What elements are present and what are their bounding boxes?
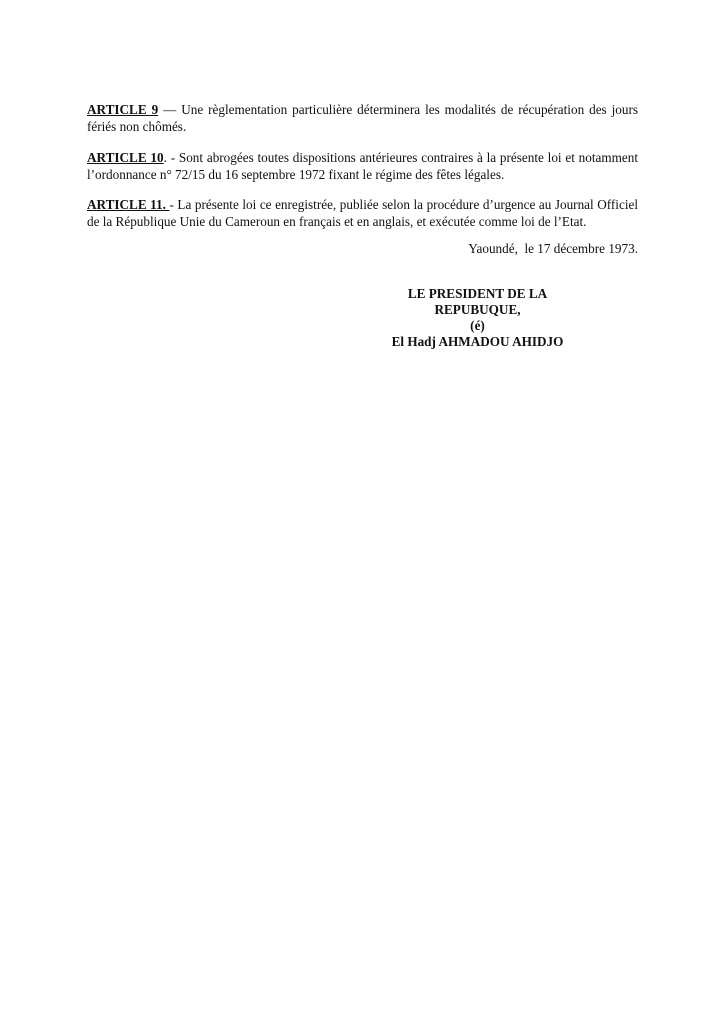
article-11-label: ARTICLE 11. [87,197,170,212]
article-10-text: . - Sont abrogées toutes dispositions antérieures contraires à la présente loi et notamment l’ordonnance n° 72/15 du 16 septembre 1972 fixant le régime des fêtes légales. [87,150,638,182]
date-line: Yaoundé, le 17 décembre 1973. [468,241,638,256]
article-10 [87,149,638,183]
article-9 [87,101,638,135]
signature-title: LE PRESIDENT DE LA REPUBUQUE, [407,286,548,317]
article-9-label: ARTICLE 9 [87,102,159,117]
article-11 [87,196,638,230]
article-9-text: — Une règlementation particulière déterminera les modalités de récupération des jours fériés non chômés. [87,102,638,134]
signature-block [370,286,585,350]
signature-mark: (é) [470,318,485,333]
signature-name: El Hadj AHMADOU AHIDJO [391,334,564,349]
article-10-label: ARTICLE 10 [87,150,164,165]
article-11-text: - La présente loi ce enregistrée, publiée selon la procédure d’urgence au Journal Officiel de la République Unie du Cameroun en français et en anglais, et exécutée comme loi de l’Etat. [87,197,638,229]
